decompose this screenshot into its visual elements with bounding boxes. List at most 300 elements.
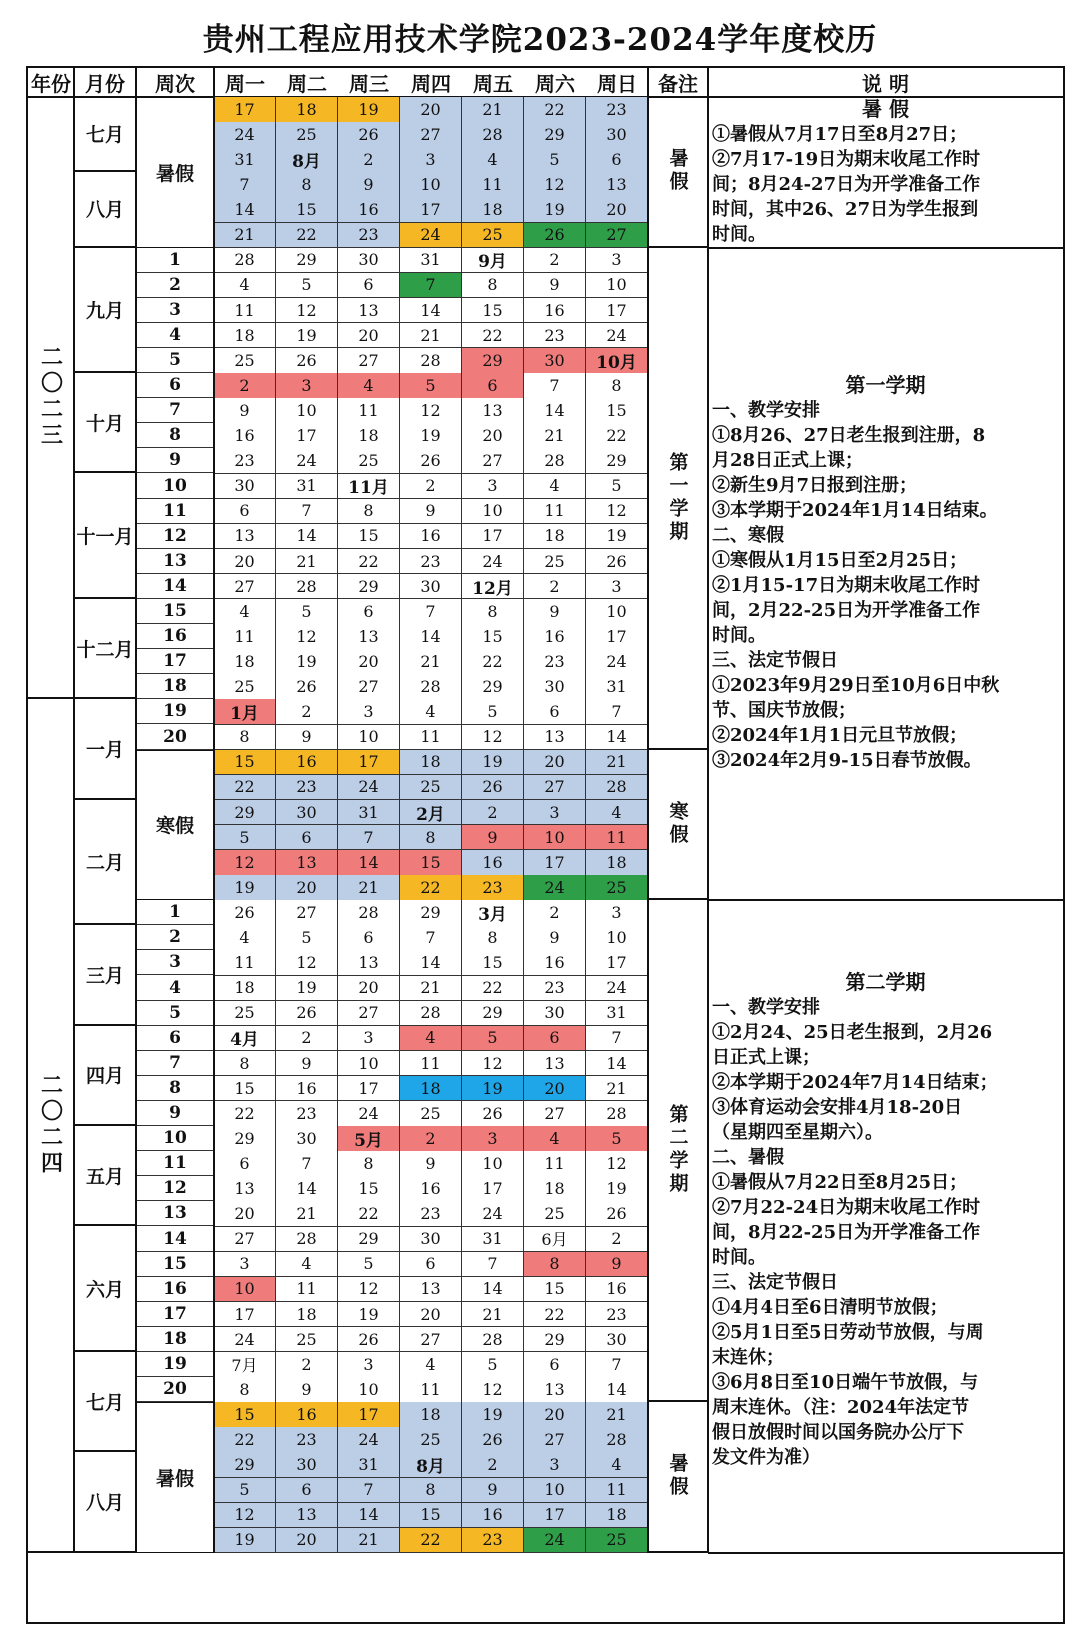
calendar-day-cell: 15 [400,1503,462,1529]
calendar-day-cell: 13 [338,298,400,324]
calendar-day-cell: 13 [276,1503,338,1529]
calendar-day-cell: 14 [400,298,462,324]
note-heading: 第一学期 [845,373,926,398]
calendar-day-cell: 3 [338,1352,400,1378]
week-number: 8 [136,423,214,448]
calendar-day-cell: 19 [524,197,586,223]
calendar-day-cell: 6 [338,599,400,625]
month-label: 十月 [74,373,136,473]
calendar-day-cell: 17 [524,1503,586,1529]
calendar-day-cell: 18 [214,323,276,349]
calendar-day-cell: 16 [524,624,586,650]
note-line: 时间，其中26、27日为学生报到 [712,199,979,220]
calendar-day-cell: 10 [276,398,338,424]
calendar-day-cell: 14 [276,524,338,550]
calendar-day-cell: 3 [338,1026,400,1052]
week-number: 13 [136,549,214,574]
calendar-day-cell: 21 [338,875,400,901]
calendar-day-cell: 24 [586,976,648,1002]
calendar-day-cell: 13 [338,950,400,976]
calendar-day-cell: 16 [276,1402,338,1428]
calendar-day-cell: 26 [338,1327,400,1353]
calendar-day-cell: 13 [400,1277,462,1303]
calendar-day-cell: 19 [276,649,338,675]
calendar-day-cell: 23 [276,1101,338,1127]
calendar-day-cell: 26 [400,448,462,474]
calendar-day-cell: 25 [276,122,338,148]
month-label: 七月 [74,97,136,172]
calendar-day-cell: 26 [214,900,276,926]
calendar-day-cell: 11月 [338,474,400,500]
week-number: 3 [136,950,214,975]
calendar-day-cell: 13 [214,524,276,550]
year-label [28,699,74,1552]
calendar-day-cell: 26 [524,223,586,249]
calendar-day-cell: 31 [586,674,648,700]
calendar-day-cell: 20 [214,1201,276,1227]
calendar-day-cell: 5 [276,925,338,951]
calendar-day-cell: 16 [462,850,524,876]
calendar-day-cell: 7 [586,699,648,725]
calendar-day-cell: 10 [338,725,400,751]
calendar-day-cell: 24 [338,1427,400,1453]
column-divider [647,68,649,1553]
calendar-day-cell: 23 [276,775,338,801]
calendar-day-cell: 22 [214,1101,276,1127]
calendar-day-cell: 16 [276,750,338,776]
calendar-day-cell: 18 [400,1076,462,1102]
month-header: 月份 [85,72,125,96]
calendar-day-cell: 17 [338,1402,400,1428]
calendar-day-cell: 28 [214,248,276,274]
note-line: 二、暑假 [712,1147,784,1169]
calendar-day-cell: 29 [214,1452,276,1478]
day-header: 周日 [597,72,637,96]
calendar-day-cell: 10 [400,172,462,198]
calendar-day-cell: 25 [400,1101,462,1127]
remark-label [648,248,708,750]
calendar-day-cell: 27 [276,900,338,926]
calendar-day-cell: 28 [462,122,524,148]
calendar-day-cell: 8 [338,1151,400,1177]
calendar-day-cell: 26 [586,549,648,575]
calendar-day-cell: 10 [462,499,524,525]
calendar-day-cell: 21 [400,649,462,675]
calendar-day-cell: 16 [524,298,586,324]
calendar-day-cell: 21 [400,323,462,349]
calendar-day-cell: 27 [524,1101,586,1127]
calendar-day-cell: 12 [462,1051,524,1077]
calendar-day-cell: 17 [214,1302,276,1328]
calendar-day-cell: 14 [400,950,462,976]
note-line: 二、寒假 [712,525,784,547]
calendar-day-cell: 31 [214,147,276,173]
calendar-day-cell: 2 [276,1026,338,1052]
calendar-day-cell: 21 [586,750,648,776]
calendar-day-cell: 31 [586,1001,648,1027]
calendar-day-cell: 17 [586,950,648,976]
calendar-day-cell: 23 [586,97,648,123]
calendar-day-cell: 9 [462,1478,524,1504]
calendar-day-cell: 27 [338,674,400,700]
calendar-day-cell: 3 [214,1252,276,1278]
calendar-day-cell: 11 [462,172,524,198]
note-line: ①8月26、27日老生报到注册，8 [712,425,986,447]
week-number: 11 [136,499,214,524]
calendar-day-cell: 26 [462,775,524,801]
week-header: 周次 [155,72,195,96]
note-block-divider [708,1552,1063,1554]
calendar-day-cell: 17 [400,197,462,223]
calendar-day-cell: 19 [276,323,338,349]
calendar-day-cell: 9 [276,1051,338,1077]
calendar-day-cell: 2 [214,373,276,399]
calendar-day-cell: 27 [338,1001,400,1027]
calendar-day-cell: 20 [276,875,338,901]
calendar-day-cell: 17 [338,1076,400,1102]
calendar-day-cell: 26 [276,1001,338,1027]
calendar-day-cell: 14 [586,1051,648,1077]
calendar-day-cell: 3 [586,248,648,274]
calendar-day-cell: 5 [462,1352,524,1378]
note-line: ③2024年2月9-15日春节放假。 [712,750,982,772]
day-header: 周一 [225,72,265,96]
calendar-day-cell: 12 [524,172,586,198]
calendar-day-cell: 8 [214,1051,276,1077]
calendar-day-cell: 10 [462,1151,524,1177]
calendar-day-cell: 25 [276,1327,338,1353]
calendar-day-cell: 3 [400,147,462,173]
note-line: 日正式上课； [712,1047,820,1069]
calendar-day-cell: 25 [586,1528,648,1554]
calendar-day-cell: 28 [400,348,462,374]
calendar-day-cell: 22 [338,549,400,575]
calendar-day-cell: 19 [462,750,524,776]
calendar-day-cell: 22 [214,1427,276,1453]
calendar-day-cell: 11 [586,825,648,851]
note-line: 间，2月22-25日为开学准备工作 [712,600,981,622]
month-label: 六月 [74,1227,136,1353]
note-line: ②1月15-17日为期末收尾工作时 [712,575,981,597]
month-label: 三月 [74,925,136,1025]
calendar-day-cell: 12 [586,1151,648,1177]
calendar-day-cell: 4 [400,1352,462,1378]
calendar-day-cell: 30 [276,1126,338,1152]
calendar-day-cell: 11 [400,1051,462,1077]
calendar-day-cell: 2 [524,248,586,274]
calendar-day-cell: 2 [462,800,524,826]
calendar-day-cell: 12 [214,1503,276,1529]
week-number: 10 [136,1126,214,1151]
calendar-day-cell: 25 [214,1001,276,1027]
calendar-day-cell: 6 [524,699,586,725]
calendar-day-cell: 19 [276,976,338,1002]
week-number: 8 [136,1076,214,1101]
calendar-day-cell: 4月 [214,1026,276,1052]
calendar-day-cell: 19 [586,1176,648,1202]
note-block [712,970,1059,1470]
calendar-day-cell: 17 [276,423,338,449]
week-number: 3 [136,298,214,323]
calendar-day-cell: 9 [214,398,276,424]
remark-header: 备注 [658,72,698,96]
calendar-day-cell: 15 [214,1402,276,1428]
year-header: 年份 [31,72,71,96]
calendar-day-cell: 9 [400,1151,462,1177]
calendar-day-cell: 27 [214,574,276,600]
calendar-day-cell: 30 [400,1227,462,1253]
note-line: 末连休； [712,1347,784,1369]
note-line: ②7月22-24日为期末收尾工作时 [712,1197,981,1219]
calendar-day-cell: 22 [400,1528,462,1554]
calendar-day-cell: 8 [338,499,400,525]
calendar-day-cell: 9 [276,1377,338,1403]
calendar-day-cell: 15 [338,1176,400,1202]
calendar-day-cell: 29 [586,448,648,474]
week-number: 9 [136,448,214,473]
calendar-day-cell: 24 [524,1528,586,1554]
year-label-text: 二〇二四 [37,1073,64,1178]
calendar-day-cell: 20 [462,423,524,449]
calendar-day-cell: 17 [338,750,400,776]
calendar-day-cell: 27 [586,223,648,249]
calendar-day-cell: 24 [524,875,586,901]
calendar-day-cell: 15 [524,1277,586,1303]
week-number: 17 [136,649,214,674]
calendar-day-cell: 22 [462,649,524,675]
week-number: 15 [136,1252,214,1277]
note-line: 时间。 [712,224,766,245]
week-number: 13 [136,1201,214,1226]
calendar-day-cell: 26 [338,122,400,148]
note-line: 间，8月22-25日为开学准备工作 [712,1222,981,1244]
calendar-day-cell: 7 [586,1352,648,1378]
calendar-day-cell: 25 [524,549,586,575]
calendar-day-cell: 11 [400,1377,462,1403]
calendar-day-cell: 4 [462,147,524,173]
month-label: 八月 [74,172,136,247]
week-vacation-label: 寒假 [136,750,214,901]
calendar-day-cell: 6 [338,273,400,299]
calendar-day-cell: 6 [462,373,524,399]
calendar-day-cell: 14 [214,197,276,223]
calendar-day-cell: 21 [276,549,338,575]
calendar-day-cell: 8 [400,825,462,851]
calendar-day-cell: 12 [276,950,338,976]
calendar-day-cell: 24 [586,649,648,675]
calendar-day-cell: 10 [338,1051,400,1077]
calendar-day-cell: 28 [586,1101,648,1127]
calendar-day-cell: 11 [400,725,462,751]
calendar-day-cell: 22 [524,97,586,123]
week-number: 12 [136,1176,214,1201]
calendar-day-cell: 21 [586,1076,648,1102]
calendar-day-cell: 23 [462,875,524,901]
calendar-day-cell: 2 [462,1452,524,1478]
calendar-day-cell: 9 [524,599,586,625]
calendar-day-cell: 3 [586,574,648,600]
calendar-day-cell: 4 [214,925,276,951]
calendar-day-cell: 29 [462,674,524,700]
calendar-day-cell: 6 [338,925,400,951]
month-label: 一月 [74,699,136,799]
calendar-day-cell: 18 [276,1302,338,1328]
calendar-day-cell: 22 [276,223,338,249]
calendar-day-cell: 18 [524,524,586,550]
note-line: 假日放假时间以国务院办公厅下 [712,1422,964,1444]
week-number: 2 [136,925,214,950]
calendar-day-cell: 2 [400,474,462,500]
calendar-day-cell: 16 [586,1277,648,1303]
remark-label-text: 第二学期 [666,1104,689,1197]
month-label: 七月 [74,1352,136,1452]
calendar-day-cell: 31 [338,800,400,826]
week-number: 2 [136,273,214,298]
calendar-day-cell: 15 [586,398,648,424]
week-number: 18 [136,674,214,699]
note-line: 时间。 [712,625,766,647]
calendar-day-cell: 18 [214,649,276,675]
calendar-day-cell: 8 [524,1252,586,1278]
calendar-day-cell: 24 [276,448,338,474]
calendar-day-cell: 4 [214,273,276,299]
week-number: 17 [136,1302,214,1327]
week-number: 12 [136,524,214,549]
calendar-day-cell: 30 [586,122,648,148]
calendar-day-cell: 9 [276,725,338,751]
calendar-day-cell: 28 [586,775,648,801]
calendar-day-cell: 20 [524,1402,586,1428]
calendar-day-cell: 22 [214,775,276,801]
note-heading: 第二学期 [845,970,926,995]
column-divider [73,68,75,1553]
note-header: 说 明 [862,72,909,96]
calendar-day-cell: 3 [524,800,586,826]
calendar-day-cell: 19 [338,1302,400,1328]
calendar-day-cell: 14 [462,1277,524,1303]
calendar-day-cell: 2 [524,574,586,600]
note-line: 时间。 [712,1247,766,1269]
week-number: 16 [136,1277,214,1302]
calendar-day-cell: 5 [462,1026,524,1052]
calendar-day-cell: 8 [276,172,338,198]
calendar-day-cell: 17 [462,524,524,550]
calendar-day-cell: 29 [462,348,524,374]
calendar-day-cell: 20 [338,323,400,349]
calendar-day-cell: 3 [524,1452,586,1478]
calendar-day-cell: 23 [214,448,276,474]
calendar-day-cell: 7 [276,499,338,525]
calendar-day-cell: 19 [400,423,462,449]
note-line: 节、国庆节放假； [712,700,856,722]
calendar-day-cell: 20 [400,97,462,123]
calendar-day-cell: 20 [338,976,400,1002]
calendar-day-cell: 31 [338,1452,400,1478]
calendar-day-cell: 15 [214,750,276,776]
calendar-day-cell: 21 [338,1528,400,1554]
calendar-day-cell: 11 [276,1277,338,1303]
calendar-table [26,66,1065,1624]
calendar-day-cell: 9 [400,499,462,525]
calendar-day-cell: 7 [524,373,586,399]
calendar-day-cell: 4 [400,699,462,725]
calendar-day-cell: 15 [276,197,338,223]
calendar-day-cell: 24 [338,1101,400,1127]
calendar-day-cell: 23 [338,223,400,249]
calendar-day-cell: 15 [214,1076,276,1102]
calendar-day-cell: 25 [338,448,400,474]
week-number: 18 [136,1327,214,1352]
week-number: 11 [136,1151,214,1176]
calendar-day-cell: 27 [524,1427,586,1453]
calendar-day-cell: 16 [338,197,400,223]
month-label: 二月 [74,800,136,926]
column-divider [213,68,215,1553]
note-line: 月28日正式上课； [712,450,864,472]
calendar-day-cell: 8 [462,273,524,299]
week-number: 4 [136,976,214,1001]
calendar-day-cell: 14 [400,624,462,650]
calendar-day-cell: 31 [276,474,338,500]
note-line: ②7月17-19日为期末收尾工作时 [712,149,981,170]
calendar-day-cell: 23 [400,1201,462,1227]
calendar-day-cell: 16 [462,1503,524,1529]
calendar-day-cell: 25 [214,348,276,374]
calendar-day-cell: 10 [524,825,586,851]
day-header: 周二 [287,72,327,96]
calendar-day-cell: 18 [586,1503,648,1529]
calendar-day-cell: 12月 [462,574,524,600]
week-number: 19 [136,1352,214,1377]
calendar-day-cell: 29 [400,900,462,926]
calendar-day-cell: 23 [524,323,586,349]
calendar-day-cell: 12 [276,298,338,324]
calendar-day-cell: 4 [586,1452,648,1478]
remark-label-text: 第一学期 [666,451,689,544]
calendar-day-cell: 21 [400,976,462,1002]
calendar-day-cell: 20 [524,1076,586,1102]
calendar-day-cell: 5 [214,825,276,851]
calendar-day-cell: 5 [586,1126,648,1152]
calendar-day-cell: 13 [586,172,648,198]
calendar-day-cell: 5 [276,273,338,299]
week-number: 1 [136,900,214,925]
month-label: 九月 [74,248,136,374]
calendar-day-cell: 2 [276,699,338,725]
calendar-day-cell: 24 [400,223,462,249]
note-line: （星期四至星期六）。 [712,1122,883,1144]
calendar-day-cell: 6 [276,825,338,851]
calendar-day-cell: 10 [586,599,648,625]
calendar-day-cell: 28 [400,1001,462,1027]
calendar-day-cell: 4 [276,1252,338,1278]
calendar-day-cell: 4 [400,1026,462,1052]
calendar-day-cell: 13 [524,1377,586,1403]
calendar-day-cell: 29 [214,1126,276,1152]
remark-label [648,750,708,901]
week-number: 10 [136,474,214,499]
remark-label-text: 暑假 [666,1453,689,1500]
calendar-day-cell: 28 [400,674,462,700]
calendar-day-cell: 14 [338,850,400,876]
calendar-day-cell: 25 [214,674,276,700]
calendar-day-cell: 19 [462,1402,524,1428]
calendar-day-cell: 8 [462,599,524,625]
calendar-day-cell: 23 [524,649,586,675]
calendar-day-cell: 7 [400,925,462,951]
calendar-day-cell: 3月 [462,900,524,926]
note-line: 周末连休。（注：2024年法定节 [712,1397,970,1419]
